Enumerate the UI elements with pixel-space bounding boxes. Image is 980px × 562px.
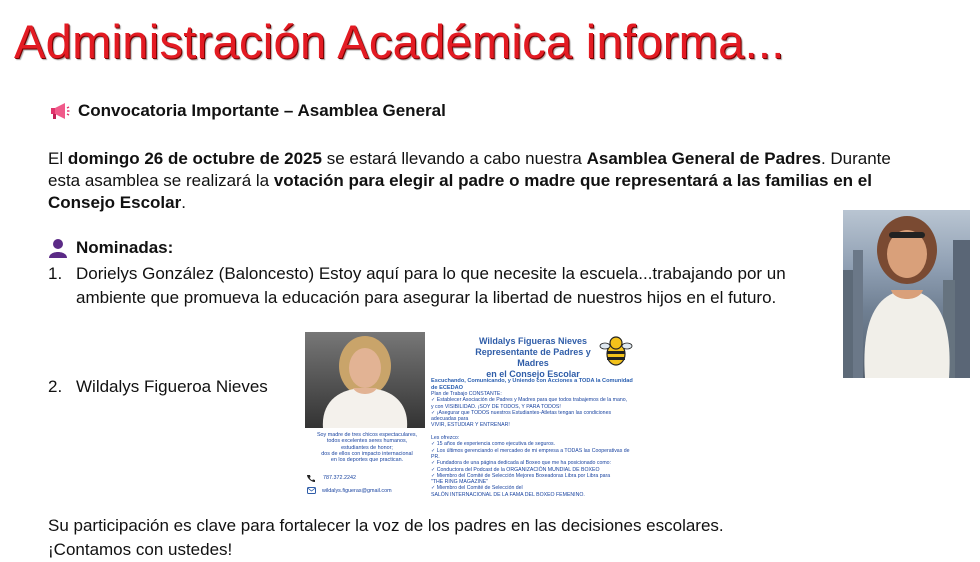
page-title: Administración Académica informa... (14, 15, 785, 68)
email-icon (307, 487, 316, 494)
nominee-1-photo (843, 210, 970, 378)
closing-line-2: ¡Contamos con ustedes! (48, 540, 233, 559)
flyer-photo (305, 332, 425, 428)
heading-text: Convocatoria Importante – Asamblea General (78, 101, 446, 120)
flyer-phone: 787.372.2242 (307, 474, 356, 482)
phone-icon (307, 474, 315, 482)
assembly-paragraph: El domingo 26 de octubre de 2025 se estará llevando a cabo nuestra Asamblea General de Padres. Durante esta asamblea se realizará la votación para elegir al padre o madre que representará a las familias en el Consejo Escolar. (48, 149, 891, 212)
closing-message (48, 514, 724, 562)
nominees-heading (48, 238, 173, 258)
announcement-heading (50, 101, 446, 121)
vote-purpose: votación para elegir al padre o madre que representará a las familias en el Consejo Escolar (48, 171, 872, 212)
flyer-body: Plan de Trabajo CONSTANTE: ✓ Establecer Asociación de Padres y Madres para que todos trabajemos de la mano, y con VISIBILIDAD. ¡SOY DE TODOS, Y PARA TODOS! ✓ ¡Asegurar que TODOS nuestros Estudiantes-Atletas tengan las condiciones adecuadas para VIVIR, ESTUDIAR Y ENTRENAR! Les ofrezco: ✓ 15 años de experiencia como ejecutiva de seguros. ✓ Los últimos gerenciando el mercadeo de mi empresa a TODAS las Cooperativas de PR. ✓ Fundadora de una página dedicada al Boxeo que me ha posicionado como: ✓ Conductora del Podcast de la ORGANIZACIÓN MUNDIAL DE BOXEO ✓ Miembro del Comité de Selección Mejores Boxeadoras Libra por Libra para "THE RING MAGAZINE" ✓ Miembro del Comité de Selección del SALÓN INTERNACIONAL DE LA FAMA DEL BOXEO FEMENINO. (431, 391, 630, 498)
nominee-item-1: 1. Dorielys González (Baloncesto) Estoy aquí para lo que necesite la escuela...trabajando por un ambiente que promueva la educación para asegurar la libertad de nuestros hijos en el futuro. (48, 262, 848, 310)
nominee-2-text: Wildalys Figueroa Nieves (76, 377, 268, 396)
nominees-label: Nominadas: (76, 238, 174, 257)
campaign-flyer (303, 332, 640, 498)
closing-line-1: Su participación es clave para fortalecer la voz de los padres en las decisiones escolares. (48, 516, 724, 535)
nominee-item-2: 2. Wildalys Figueroa Nieves (48, 377, 268, 396)
flyer-bio: Soy madre de tres chicos espectaculares, todos excelentes seres humanos, estudiantes de honor; dos de ellos con impacto internacional en los deportes que practican. (316, 432, 418, 464)
assembly-name: Asamblea General de Padres (586, 149, 821, 168)
nominee-1-text: Dorielys González (Baloncesto) Estoy aquí para lo que necesite la escuela...trabajando por un ambiente que promueva la educación para asegurar la libertad de nuestros hijos en el futuro. (76, 264, 786, 307)
flyer-title: Wildalys Figueras Nieves Representante de Padres y Madres en el Consejo Escolar (475, 336, 591, 379)
hornet-mascot-icon (599, 334, 633, 368)
person-icon (48, 238, 68, 258)
flyer-subtitle: Escuchando, Comunicando, y Uniendo con Acciones a TODA la Comunidad de ECEDAO (431, 378, 633, 391)
megaphone-icon (50, 102, 70, 120)
flyer-email: wildalys.figueras@gmail.com (307, 487, 392, 494)
assembly-date: domingo 26 de octubre de 2025 (67, 149, 322, 168)
